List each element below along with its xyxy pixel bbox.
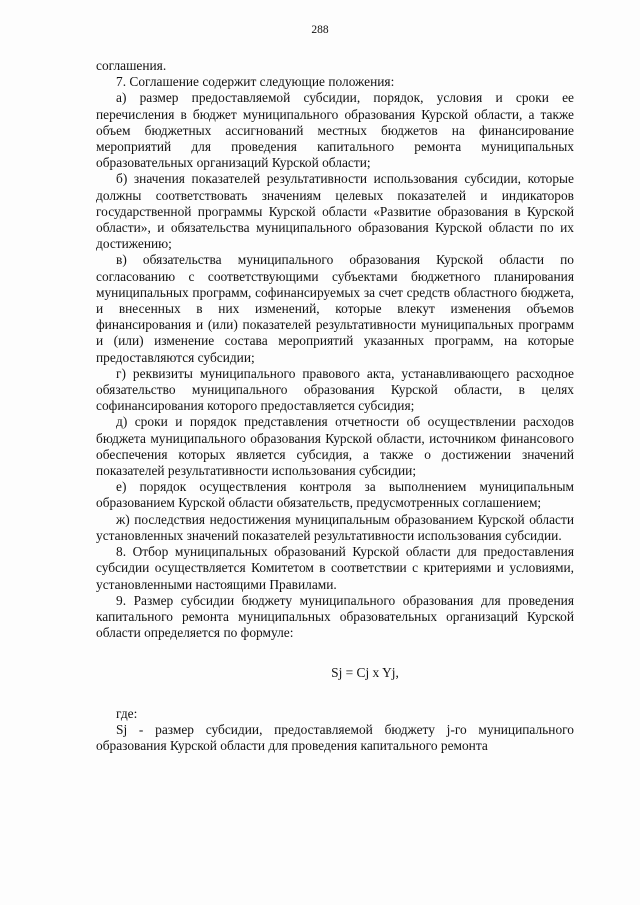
document-body [96, 58, 574, 754]
paragraph-item-9: 9. Размер субсидии бюджету муниципального образования для проведения капитального ремонта муниципальных образовательных организаций Курской области определяется по формуле: [96, 592, 574, 641]
paragraph-continuation: соглашения. [96, 58, 167, 73]
paragraph-subitem-b: б) значения показателей результативности использования субсидии, которые должны соответствовать значениям целевых показателей и индикаторов государственной программы Курской области «Развитие образования в Курской области», и обязательства муниципального образования Курской области по их достижению; [96, 171, 574, 252]
subsidy-formula: Sj = Cj x Yj, [331, 665, 399, 681]
paragraph-subitem-e: е) порядок осуществления контроля за выполнением муниципальным образованием Курской области обязательств, предусмотренных соглашением; [96, 479, 574, 511]
paragraph-subitem-g: г) реквизиты муниципального правового акта, устанавливающего расходное обязательство муниципального образования Курской области, в целях софинансирования которого предоставляется субсидия; [96, 365, 574, 414]
paragraph-subitem-v: в) обязательства муниципального образования Курской области по согласованию с соответствующими субъектами бюджетного планирования муниципальных программ, софинансируемых за счет средств областного бюджета, и внесенных в них изменений, которые влекут изменения объемов финансирования и (или) показателей результативности муниципальных программ и (или) изменение состава мероприятий указанных программ, на которые предоставляются субсидии; [96, 252, 574, 365]
formula-where-label: где: [116, 705, 138, 721]
paragraph-subitem-d: д) сроки и порядок представления отчетности об осуществлении расходов бюджета муниципального образования Курской области, источником финансового обеспечения которых является субсидия, а также о достижении значений показателей результативности использования субсидии; [96, 414, 574, 479]
paragraph-item-8: 8. Отбор муниципальных образований Курской области для предоставления субсидии осуществляется Комитетом в соответствии с критериями и условиями, установленными настоящими Правилами. [96, 544, 574, 592]
page-number: 288 [311, 24, 329, 36]
formula-variable-sj: Sj - размер субсидии, предоставляемой бюджету j-го муниципального образования Курской области для проведения капитального ремонта [96, 721, 574, 753]
paragraph-subitem-a: а) размер предоставляемой субсидии, порядок, условия и сроки ее перечисления в бюджет муниципального образования Курской области, а также объем бюджетных ассигнований местных бюджетов на финансирование мероприятий для проведения капитального ремонта муниципальных образовательных организаций Курской области; [96, 90, 574, 171]
paragraph-item-7: 7. Соглашение содержит следующие положения: [116, 74, 395, 90]
paragraph-subitem-zh: ж) последствия недостижения муниципальным образованием Курской области установленных значений показателей результативности использования субсидии. [96, 511, 574, 543]
